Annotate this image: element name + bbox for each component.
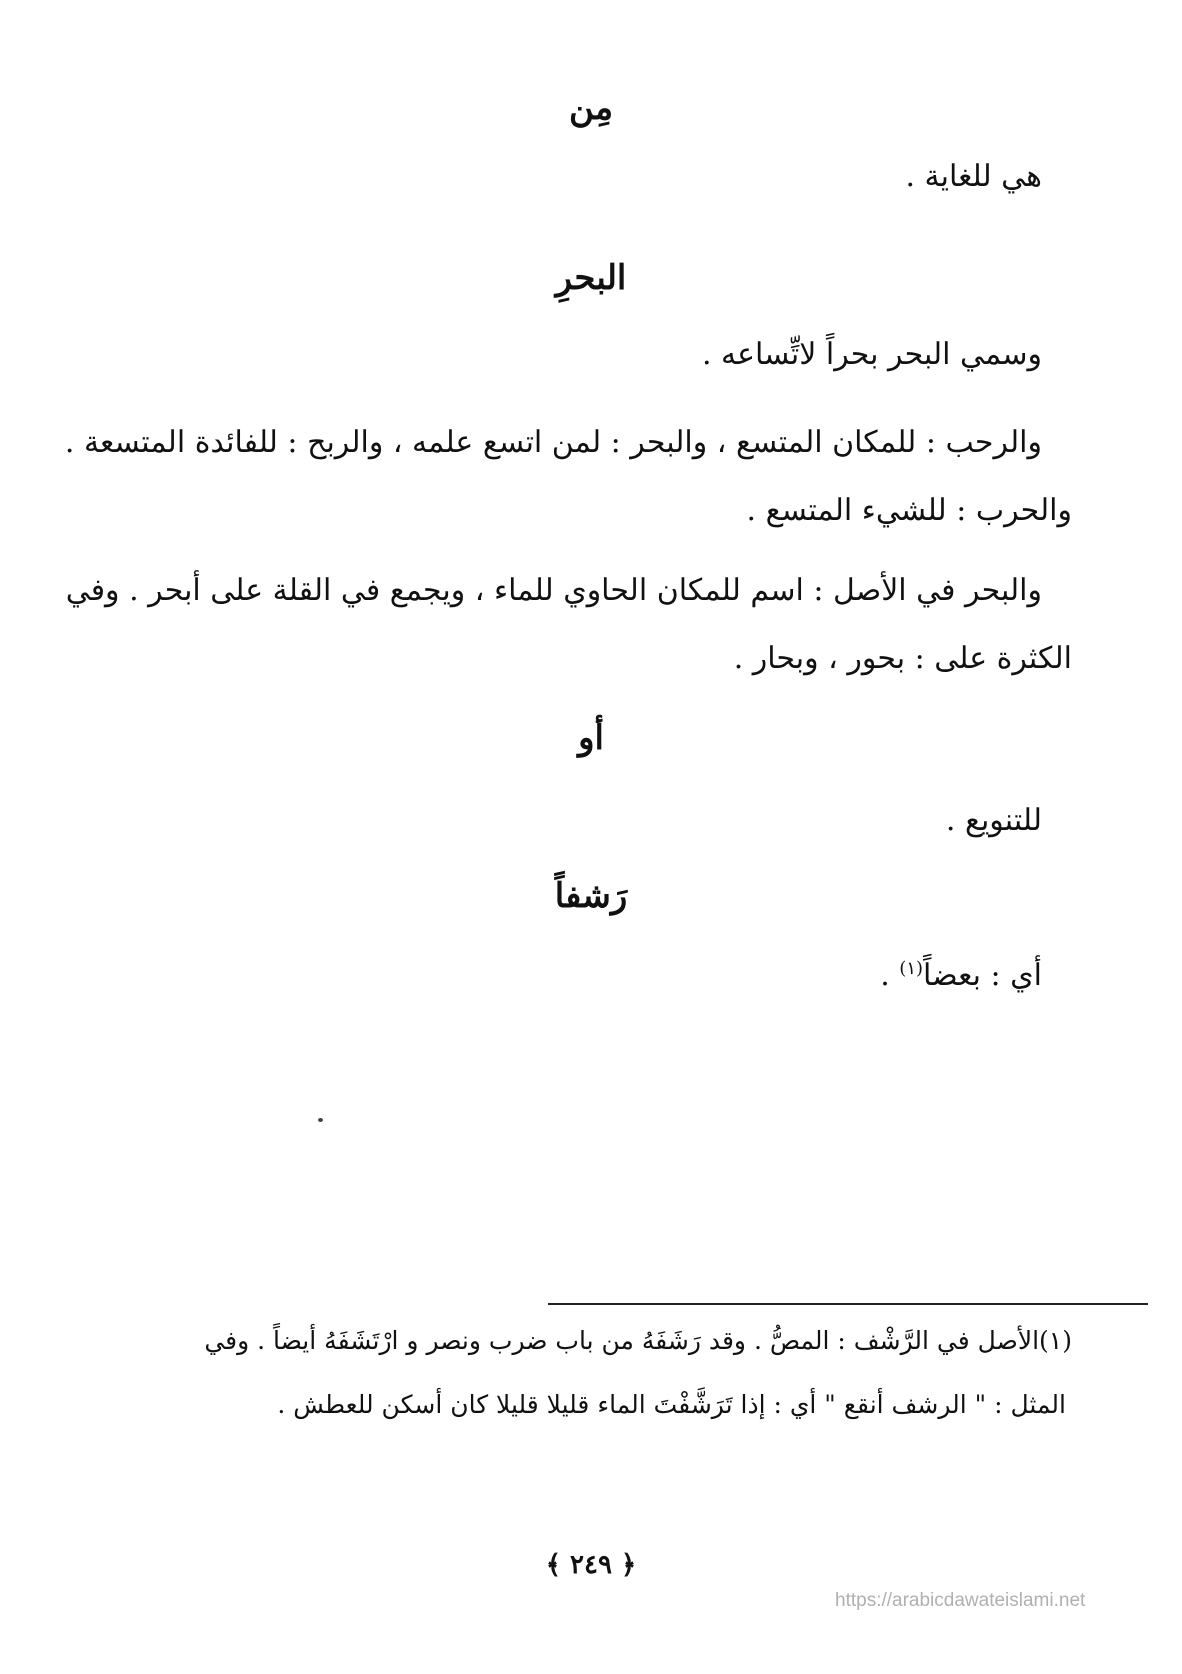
heading-aw: أو (578, 718, 604, 758)
paragraph-rahb-line2: والحرب : للشيء المتسع . (746, 493, 1072, 528)
paragraph-baadan (42, 960, 1042, 991)
footnote-line1: (١)الأصل في الرَّشْف : المصُّ . وقد رَشَفَهُ من باب ضرب ونصر و ارْتَشَفَهُ أيضاً . وفي (204, 1326, 1072, 1355)
paragraph-asl-line1: والبحر في الأصل : اسم للمكان الحاوي للماء ، ويجمع في القلة على أبحر . وفي (65, 573, 1042, 608)
heading-rashfan: رَشفاً (554, 876, 628, 916)
heading-bahr: البحرِ (555, 258, 627, 298)
watermark-url: https://arabicdawateislami.net (835, 1590, 1086, 1611)
paragraph-tanwi: للتنويع . (945, 803, 1042, 838)
heading-min: مِن (568, 88, 614, 128)
paragraph-ghaya: هي للغاية . (905, 159, 1042, 194)
paragraph-asl-line2: الكثرة على : بحور ، وبحار . (733, 641, 1072, 676)
footnote-separator (548, 1303, 1148, 1305)
paragraph-rahb-line1: والرحب : للمكان المتسع ، والبحر : لمن اتسع علمه ، والربح : للفائدة المتسعة . (64, 425, 1042, 460)
footnote-reference: (١) (899, 958, 924, 979)
paragraph-baadan-text: أي : بعضاً (923, 958, 1042, 993)
stray-ink-dot (318, 1118, 323, 1122)
paragraph-bahr-naming: وسمي البحر بحراً لاتِّساعه . (701, 337, 1042, 372)
paragraph-baadan-end: . (880, 958, 900, 993)
page-number: ﴿ ٢٤٩ ﴾ (545, 1550, 637, 1580)
footnote-line2: المثل : " الرشف أنقع " أي : إذا تَرَشَّفْتَ الماء قليلا قليلا كان أسكن للعطش . (277, 1390, 1066, 1419)
